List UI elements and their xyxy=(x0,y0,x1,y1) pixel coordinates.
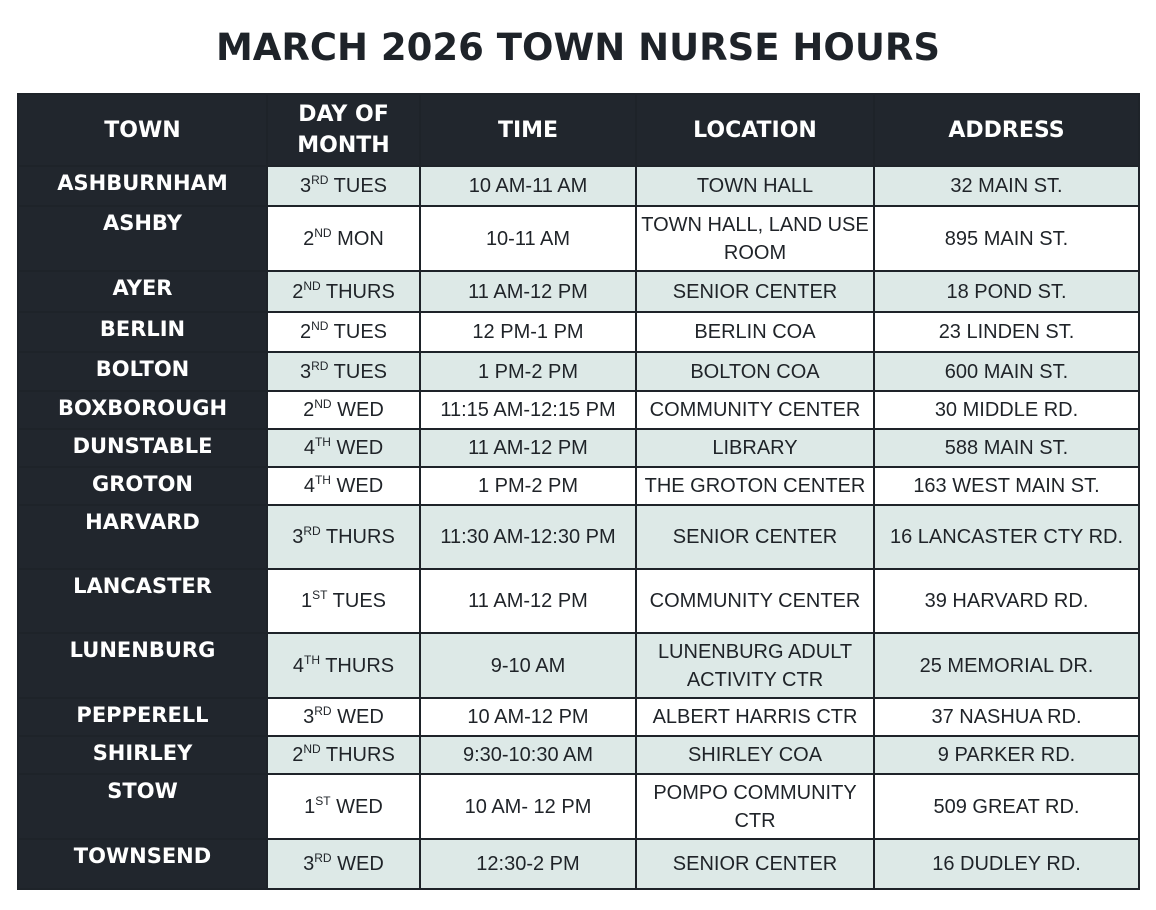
day-ordinal-suffix: ST xyxy=(312,588,328,602)
address: 39 HARVARD RD. xyxy=(874,569,1139,633)
location: SENIOR CENTER xyxy=(636,505,874,569)
day-name: WED xyxy=(336,795,383,818)
header-time: TIME xyxy=(420,94,636,166)
day-ordinal-suffix: TH xyxy=(314,473,331,487)
table-row xyxy=(18,698,1139,736)
time: 11:30 AM-12:30 PM xyxy=(420,505,636,569)
day-of-month xyxy=(267,736,420,774)
day-ordinal-suffix: ND xyxy=(303,742,321,756)
town-name: AYER xyxy=(18,271,267,312)
time: 9:30-10:30 AM xyxy=(420,736,636,774)
location: BOLTON COA xyxy=(636,352,874,391)
day-name: TUES xyxy=(333,360,387,383)
header-address: ADDRESS xyxy=(874,94,1139,166)
time: 1 PM-2 PM xyxy=(420,352,636,391)
day-name: MON xyxy=(337,227,384,250)
day-ordinal-suffix: RD xyxy=(314,704,332,718)
table-row xyxy=(18,206,1139,271)
day-number: 2 xyxy=(299,321,312,343)
day-number: 3 xyxy=(303,706,315,728)
address: 16 DUDLEY RD. xyxy=(874,839,1139,889)
day-of-month xyxy=(267,633,420,698)
location: SENIOR CENTER xyxy=(636,839,874,889)
day-ordinal-suffix: ST xyxy=(315,793,331,808)
table-row xyxy=(18,312,1139,352)
header-row xyxy=(18,94,1139,166)
address: 23 LINDEN ST. xyxy=(874,312,1139,352)
table-body xyxy=(18,166,1139,889)
location: TOWN HALL xyxy=(636,166,874,206)
time: 11 AM-12 PM xyxy=(420,569,636,633)
address: 32 MAIN ST. xyxy=(874,166,1139,206)
day-ordinal-suffix: ND xyxy=(314,397,332,411)
day-number: 1 xyxy=(300,590,313,612)
header-location: LOCATION xyxy=(636,94,874,166)
table-row xyxy=(18,839,1139,889)
day-name: THURS xyxy=(325,526,395,548)
day-of-month xyxy=(267,839,420,889)
town-name: BOLTON xyxy=(18,352,267,391)
day-ordinal-suffix: RD xyxy=(311,173,329,187)
address: 37 NASHUA RD. xyxy=(874,698,1139,736)
day-of-month xyxy=(267,505,420,569)
day-ordinal-suffix: ND xyxy=(311,319,329,333)
address: 18 POND ST. xyxy=(874,271,1139,312)
location: COMMUNITY CENTER xyxy=(636,391,874,429)
town-name: ASHBURNHAM xyxy=(18,166,267,206)
day-name: THURS xyxy=(325,280,395,303)
table-row xyxy=(18,352,1139,391)
day-ordinal-suffix: ND xyxy=(314,225,332,240)
town-name: GROTON xyxy=(18,467,267,505)
address: 30 MIDDLE RD. xyxy=(874,391,1139,429)
day-name: TUES xyxy=(333,175,387,197)
day-name: WED xyxy=(336,475,384,497)
location: BERLIN COA xyxy=(636,312,874,352)
day-ordinal-suffix: TH xyxy=(304,652,321,667)
day-number: 1 xyxy=(304,795,316,818)
time: 10 AM- 12 PM xyxy=(420,774,636,839)
nurse-hours-table xyxy=(17,93,1140,890)
day-of-month xyxy=(267,467,420,505)
time: 9-10 AM xyxy=(420,633,636,698)
header-day-of-month: DAY OF MONTH xyxy=(267,94,420,166)
day-ordinal-suffix: RD xyxy=(314,851,332,865)
day-of-month xyxy=(267,206,420,271)
time: 10-11 AM xyxy=(420,206,636,271)
address: 16 LANCASTER CTY RD. xyxy=(874,505,1139,569)
table-row xyxy=(18,774,1139,839)
address: 588 MAIN ST. xyxy=(874,429,1139,467)
day-ordinal-suffix: ND xyxy=(303,278,321,293)
day-number: 4 xyxy=(303,475,315,497)
time: 1 PM-2 PM xyxy=(420,467,636,505)
day-name: WED xyxy=(336,437,384,459)
day-ordinal-suffix: TH xyxy=(314,435,331,449)
location: SHIRLEY COA xyxy=(636,736,874,774)
header-town: TOWN xyxy=(18,94,267,166)
address: 600 MAIN ST. xyxy=(874,352,1139,391)
day-ordinal-suffix: RD xyxy=(311,358,329,373)
day-of-month xyxy=(267,166,420,206)
day-name: TUES xyxy=(333,321,387,343)
day-number: 3 xyxy=(299,175,312,197)
time: 10 AM-11 AM xyxy=(420,166,636,206)
table-row xyxy=(18,166,1139,206)
day-number: 2 xyxy=(292,744,304,766)
time: 10 AM-12 PM xyxy=(420,698,636,736)
day-of-month xyxy=(267,698,420,736)
address: 509 GREAT RD. xyxy=(874,774,1139,839)
day-number: 4 xyxy=(303,437,315,459)
town-name: ASHBY xyxy=(18,206,267,271)
day-of-month xyxy=(267,429,420,467)
address: 9 PARKER RD. xyxy=(874,736,1139,774)
table-row xyxy=(18,271,1139,312)
address: 163 WEST MAIN ST. xyxy=(874,467,1139,505)
day-name: WED xyxy=(337,399,384,421)
table-row xyxy=(18,633,1139,698)
town-name: LUNENBURG xyxy=(18,633,267,698)
time: 12:30-2 PM xyxy=(420,839,636,889)
location: COMMUNITY CENTER xyxy=(636,569,874,633)
day-number: 3 xyxy=(299,360,312,383)
location: LUNENBURG ADULT ACTIVITY CTR xyxy=(636,633,874,698)
day-of-month xyxy=(267,312,420,352)
table-row xyxy=(18,467,1139,505)
town-name: BERLIN xyxy=(18,312,267,352)
table-row xyxy=(18,391,1139,429)
day-number: 2 xyxy=(303,227,315,250)
location: POMPO COMMUNITY CTR xyxy=(636,774,874,839)
town-name: LANCASTER xyxy=(18,569,267,633)
time: 11 AM-12 PM xyxy=(420,271,636,312)
time: 11 AM-12 PM xyxy=(420,429,636,467)
day-number: 4 xyxy=(292,654,305,677)
day-name: THURS xyxy=(325,744,395,766)
day-number: 2 xyxy=(303,399,315,421)
day-number: 3 xyxy=(292,526,304,548)
day-number: 2 xyxy=(292,280,304,303)
day-of-month xyxy=(267,352,420,391)
page-title: MARCH 2026 TOWN NURSE HOURS xyxy=(215,26,941,69)
address: 25 MEMORIAL DR. xyxy=(874,633,1139,698)
location: TOWN HALL, LAND USE ROOM xyxy=(636,206,874,271)
day-name: THURS xyxy=(325,654,395,677)
table-row xyxy=(18,429,1139,467)
day-number: 3 xyxy=(303,853,315,875)
table-row xyxy=(18,505,1139,569)
location: THE GROTON CENTER xyxy=(636,467,874,505)
day-of-month xyxy=(267,774,420,839)
day-of-month xyxy=(267,569,420,633)
town-name: TOWNSEND xyxy=(18,839,267,889)
table-row xyxy=(18,569,1139,633)
town-name: PEPPERELL xyxy=(18,698,267,736)
day-of-month xyxy=(267,271,420,312)
time: 12 PM-1 PM xyxy=(420,312,636,352)
location: LIBRARY xyxy=(636,429,874,467)
town-name: SHIRLEY xyxy=(18,736,267,774)
day-name: WED xyxy=(337,706,384,728)
location: ALBERT HARRIS CTR xyxy=(636,698,874,736)
table-row xyxy=(18,736,1139,774)
address: 895 MAIN ST. xyxy=(874,206,1139,271)
day-ordinal-suffix: RD xyxy=(303,524,321,538)
location: SENIOR CENTER xyxy=(636,271,874,312)
town-name: STOW xyxy=(18,774,267,839)
town-name: HARVARD xyxy=(18,505,267,569)
town-name: BOXBOROUGH xyxy=(18,391,267,429)
town-name: DUNSTABLE xyxy=(18,429,267,467)
day-name: TUES xyxy=(332,590,386,612)
time: 11:15 AM-12:15 PM xyxy=(420,391,636,429)
day-name: WED xyxy=(337,853,384,875)
day-of-month xyxy=(267,391,420,429)
